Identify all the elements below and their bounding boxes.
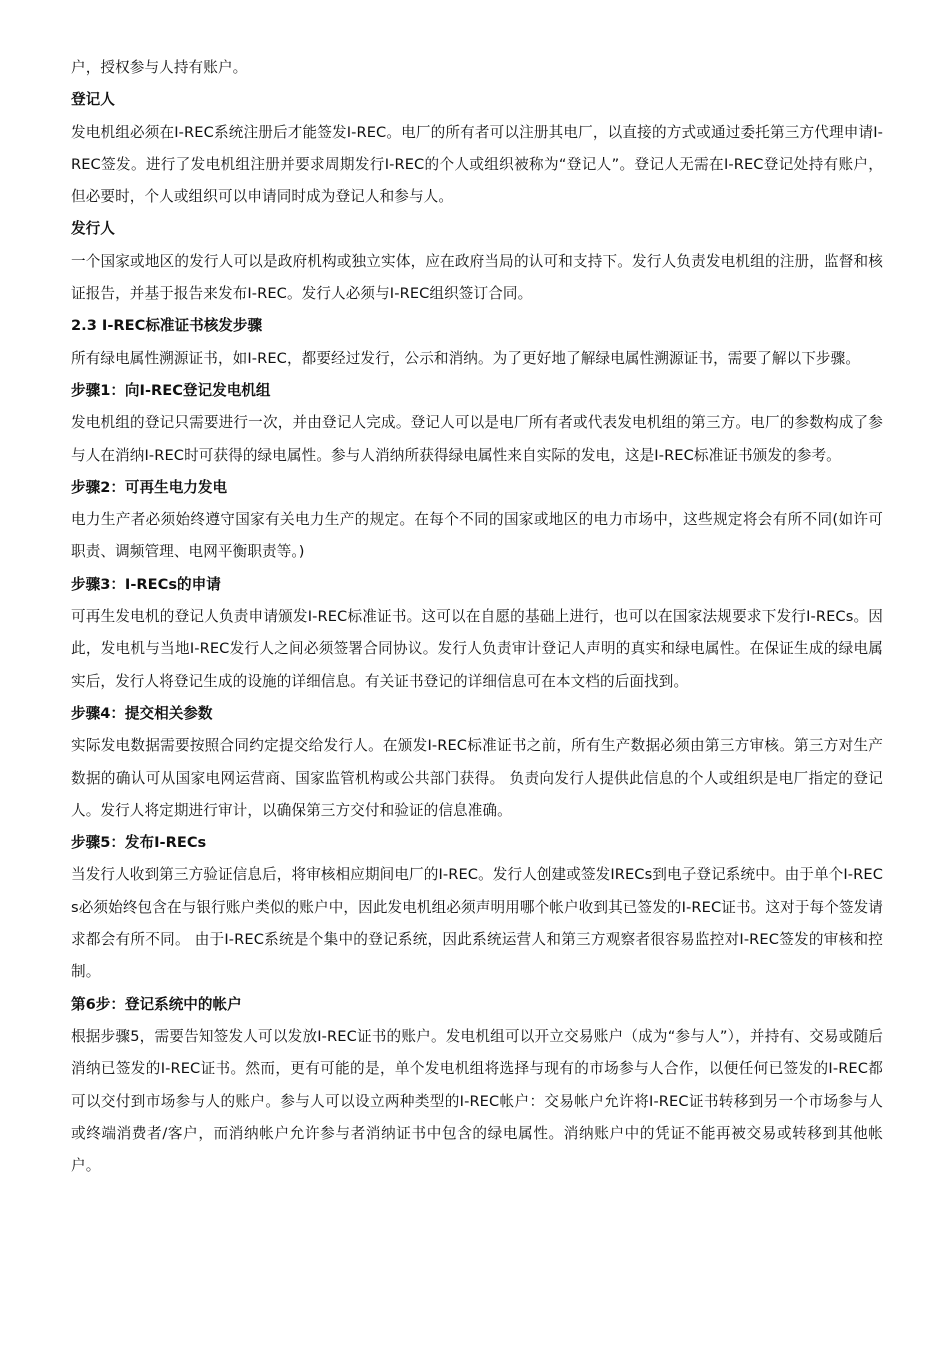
heading-step-4: 步骤4：提交相关参数 <box>71 704 213 722</box>
heading-step-5: 步骤5：发布I-RECs <box>71 834 207 852</box>
heading-step-6: 第6步：登记系统中的帐户 <box>71 995 242 1013</box>
step-5-body: 当发行人收到第三方验证信息后，将审核相应期间电厂的I-REC。发行人创建或签发IRECs到电子登记系统中。由于单个I-RECs必须始终包含在与银行账户类似的账户中，因此发电机组必须声明用哪个帐户收到其已签发的I-REC证书。这对于每个签发请求都会有所不同。 由于I-REC系统是个集中的登记系统，因此系统运营人和第三方观察者很容易监控对I-REC签发的审核和控制。 <box>71 866 883 981</box>
heading-registrant: 登记人 <box>71 91 115 109</box>
step-2-body: 电力生产者必须始终遵守国家有关电力生产的规定。在每个不同的国家或地区的电力市场中，这些规定将会有所不同(如许可职责、调频管理、电网平衡职责等。) <box>71 511 883 561</box>
step-6-body: 根据步骤5，需要告知签发人可以发放I-REC证书的账户。发电机组可以开立交易账户（成为“参与人”），并持有、交易或随后消纳已签发的I-REC证书。然而，更有可能的是，单个发电机组将选择与现有的市场参与人合作，以便任何已签发的I-REC都可以交付到市场参与人的账户。参与人可以设立两种类型的I-REC帐户：交易帐户允许将I-REC证书转移到另一个市场参与人或终端消费者/客户，而消纳帐户允许参与者消纳证书中包含的绿电属性。消纳账户中的凭证不能再被交易或转移到其他帐户。 <box>71 1027 883 1175</box>
heading-step-2: 步骤2：可再生电力发电 <box>71 478 228 496</box>
step-1-body: 发电机组的登记只需要进行一次，并由登记人完成。登记人可以是电厂所有者或代表发电机组的第三方。电厂的参数构成了参与人在消纳I-REC时可获得的绿电属性。参与人消纳所获得绿电属性来自实际的发电，这是I-REC标准证书颁发的参考。 <box>71 414 883 464</box>
heading-section-2-3: 2.3 I-REC标准证书核发步骤 <box>71 317 263 335</box>
registrant-body: 发电机组必须在I-REC系统注册后才能签发I-REC。电厂的所有者可以注册其电厂，以直接的方式或通过委托第三方代理申请I-REC签发。进行了发电机组注册并要求周期发行I-REC的个人或组织被称为“登记人”。登记人无需在I-REC登记处持有账户，但必要时，个人或组织可以申请同时成为登记人和参与人。 <box>71 123 883 206</box>
issuer-body: 一个国家或地区的发行人可以是政府机构或独立实体，应在政府当局的认可和支持下。发行人负责发电机组的注册，监督和核证报告，并基于报告来发布I-REC。发行人必须与I-REC组织签订合同。 <box>71 252 883 303</box>
document-page <box>71 52 883 1182</box>
intro-continued: 户，授权参与人持有账户。 <box>71 59 248 76</box>
heading-issuer: 发行人 <box>71 220 115 238</box>
step-3-body: 可再生发电机的登记人负责申请颁发I-REC标准证书。这可以在自愿的基础上进行，也可以在国家法规要求下发行I-RECs。因此，发电机与当地I-REC发行人之间必须签署合同协议。发行人负责审计登记人声明的真实和绿电属性。在保证生成的绿电属实后，发行人将登记生成的设施的详细信息。有关证书登记的详细信息可在本文档的后面找到。 <box>71 608 883 690</box>
heading-step-1: 步骤1：向I-REC登记发电机组 <box>71 381 271 399</box>
heading-step-3: 步骤3：I-RECs的申请 <box>71 575 221 593</box>
step-4-body: 实际发电数据需要按照合同约定提交给发行人。在颁发I-REC标准证书之前，所有生产数据必须由第三方审核。第三方对生产数据的确认可从国家电网运营商、国家监管机构或公共部门获得。 负责向发行人提供此信息的个人或组织是电厂指定的登记人。发行人将定期进行审计，以确保第三方交付和验证的信息准确。 <box>71 737 883 819</box>
section-2-3-body: 所有绿电属性溯源证书，如I-REC，都要经过发行，公示和消纳。为了更好地了解绿电属性溯源证书，需要了解以下步骤。 <box>71 349 861 367</box>
